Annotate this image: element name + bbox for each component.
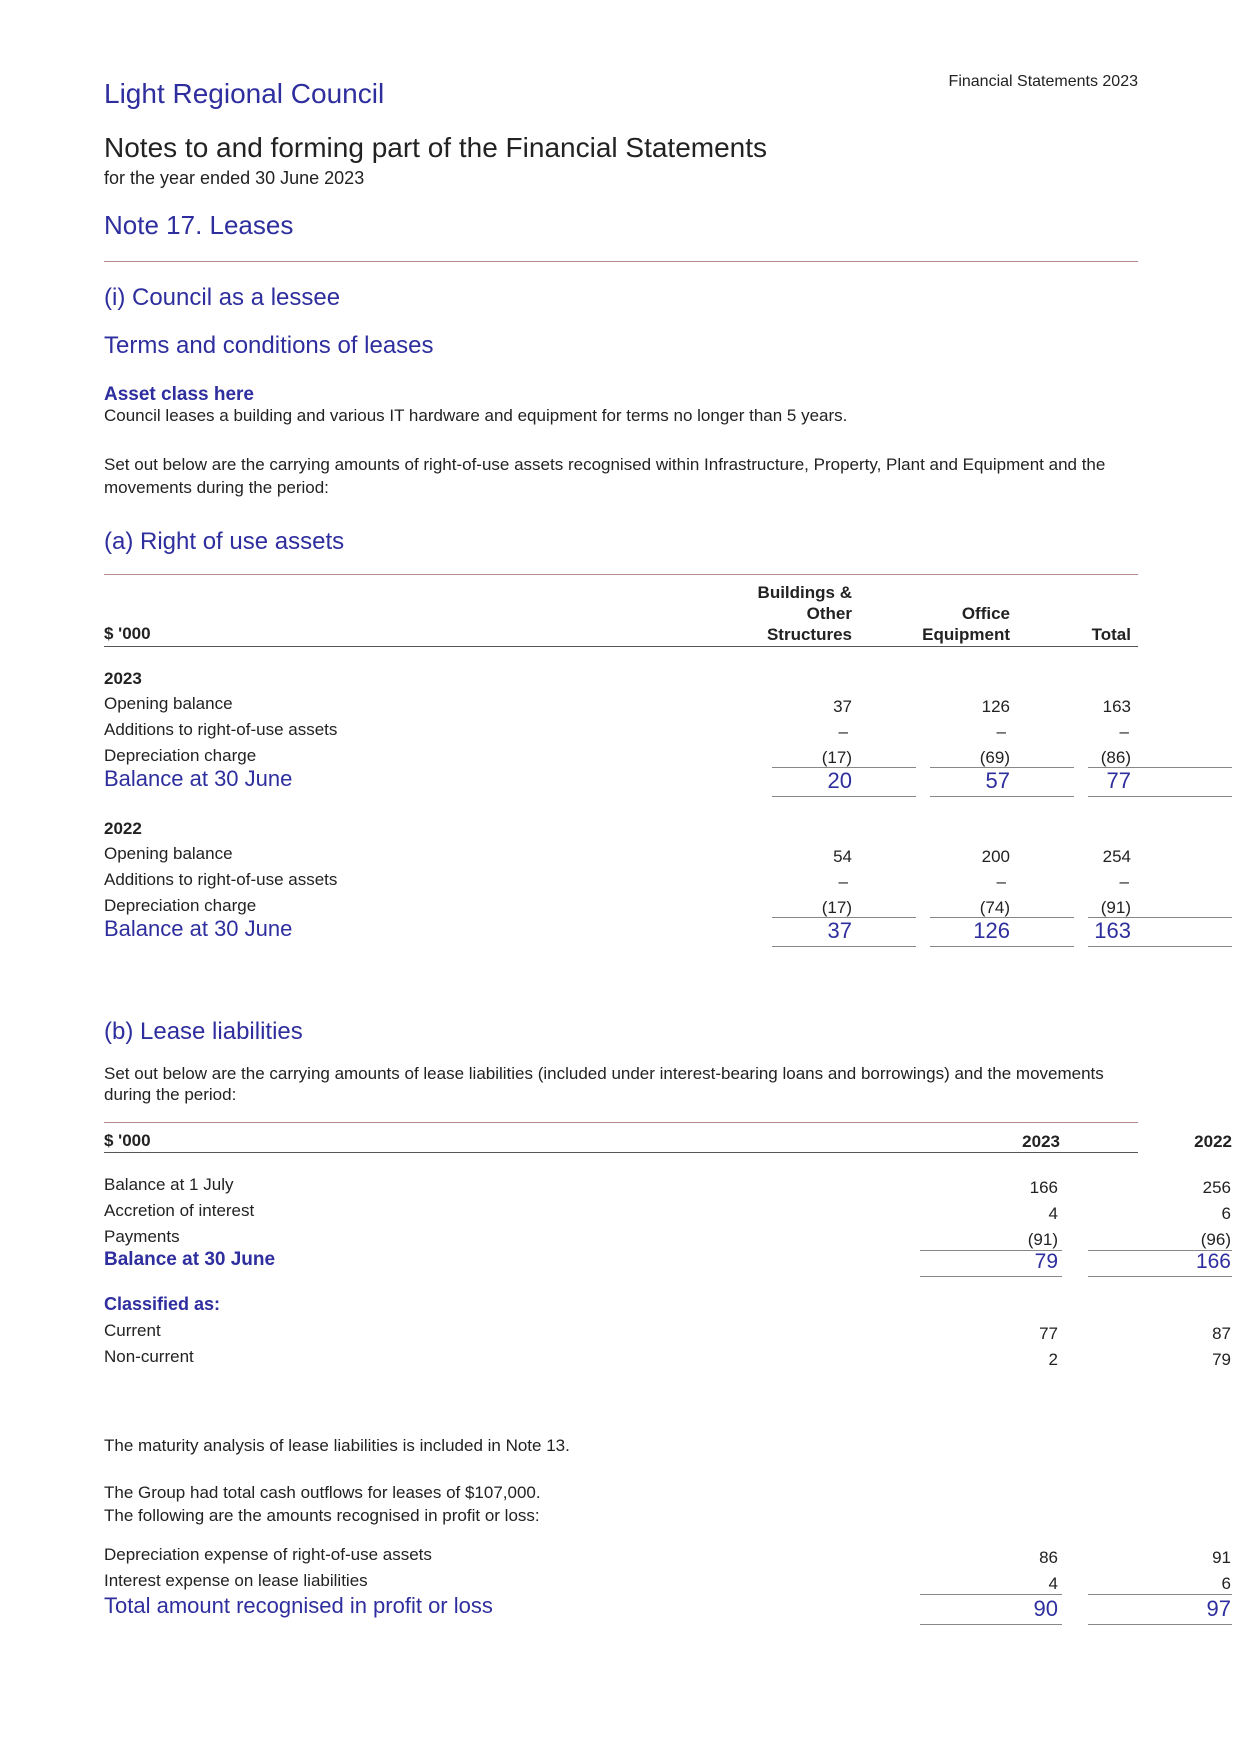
col-buildings-line2: Other bbox=[806, 604, 852, 623]
pl-cell-interest-2022: 6 bbox=[1221, 1574, 1231, 1593]
row-label-depreciation-2023: Depreciation charge bbox=[104, 746, 257, 765]
page-title: Notes to and forming part of the Financial Statements bbox=[104, 132, 768, 163]
cell-depreciation-total-2022: (91) bbox=[1100, 898, 1131, 917]
report-label: Financial Statements 2023 bbox=[948, 73, 1138, 90]
cell-opening-buildings-2022: 54 bbox=[833, 847, 852, 866]
cell-additions-buildings-2022: – bbox=[838, 872, 848, 891]
cell-depreciation-office-2022: (74) bbox=[979, 898, 1010, 917]
total-rule bbox=[920, 1276, 1062, 1277]
col-buildings-line1: Buildings & bbox=[757, 583, 852, 602]
col-header-office bbox=[844, 603, 1010, 645]
cell-additions-office-2023: – bbox=[996, 722, 1006, 741]
year-label-2022: 2022 bbox=[104, 819, 142, 838]
liab-row-label-current: Current bbox=[104, 1321, 161, 1340]
rou-header-rule bbox=[104, 646, 1138, 647]
asset-class-heading: Asset class here bbox=[104, 384, 254, 405]
cell-balance-total-2022: 163 bbox=[1094, 918, 1131, 943]
cell-opening-office-2022: 200 bbox=[981, 847, 1010, 866]
liab-cell-current-2023: 77 bbox=[1039, 1324, 1058, 1343]
cell-additions-total-2023: – bbox=[1119, 722, 1129, 741]
profit-loss-intro-text: The following are the amounts recognised in profit or loss: bbox=[104, 1506, 540, 1525]
cell-depreciation-buildings-2022: (17) bbox=[821, 898, 852, 917]
row-label-balance-2023: Balance at 30 June bbox=[104, 766, 293, 791]
pl-cell-interest-2023: 4 bbox=[1048, 1574, 1058, 1593]
liab-table-top-rule bbox=[104, 1122, 1138, 1123]
lessee-heading: (i) Council as a lessee bbox=[104, 284, 341, 311]
row-label-opening-2023: Opening balance bbox=[104, 694, 233, 713]
pl-cell-depreciation-2022: 91 bbox=[1212, 1548, 1231, 1567]
row-label-balance-2022: Balance at 30 June bbox=[104, 916, 293, 941]
pl-cell-depreciation-2023: 86 bbox=[1039, 1548, 1058, 1567]
maturity-text: The maturity analysis of lease liabilities is included in Note 13. bbox=[104, 1436, 570, 1455]
liab-cell-noncurrent-2023: 2 bbox=[1048, 1350, 1058, 1369]
liabilities-intro-text: Set out below are the carrying amounts of lease liabilities (included under interest-bearing loans and borrowings) and the movements during the period: bbox=[104, 1064, 1104, 1104]
row-label-additions-2023: Additions to right-of-use assets bbox=[104, 720, 338, 739]
cell-opening-office-2023: 126 bbox=[981, 697, 1010, 716]
col-header-total: Total bbox=[1091, 625, 1131, 644]
total-rule bbox=[772, 946, 916, 947]
header-divider bbox=[104, 261, 1138, 262]
liab-cell-accretion-2023: 4 bbox=[1048, 1204, 1058, 1223]
subtotal-rule bbox=[920, 1594, 1062, 1595]
year-label-2023: 2023 bbox=[104, 669, 142, 688]
cell-depreciation-total-2023: (86) bbox=[1100, 748, 1131, 767]
cell-opening-total-2022: 254 bbox=[1102, 847, 1131, 866]
liab-col-header-unit: $ '000 bbox=[104, 1131, 151, 1150]
cell-additions-office-2022: – bbox=[996, 872, 1006, 891]
liab-col-header-2023: 2023 bbox=[1022, 1132, 1060, 1151]
liab-cell-balance-2022: 166 bbox=[1195, 1250, 1231, 1273]
liab-header-rule bbox=[104, 1152, 1138, 1153]
pl-row-label-interest: Interest expense on lease liabilities bbox=[104, 1571, 368, 1590]
total-rule bbox=[772, 796, 916, 797]
liab-cell-opening-2023: 166 bbox=[1029, 1178, 1058, 1197]
total-rule bbox=[920, 1624, 1062, 1625]
total-rule bbox=[1088, 1276, 1232, 1277]
liab-col-header-2022: 2022 bbox=[1194, 1132, 1232, 1151]
liab-cell-opening-2022: 256 bbox=[1202, 1178, 1231, 1197]
cell-depreciation-office-2023: (69) bbox=[979, 748, 1010, 767]
cash-outflows-text: The Group had total cash outflows for leases of $107,000. bbox=[104, 1483, 541, 1502]
liab-row-label-balance: Balance at 30 June bbox=[104, 1249, 276, 1270]
pl-row-label-depreciation: Depreciation expense of right-of-use assets bbox=[104, 1545, 432, 1564]
total-rule bbox=[1088, 796, 1232, 797]
liab-cell-payments-2022: (96) bbox=[1200, 1230, 1231, 1249]
col-office-line1: Office bbox=[961, 604, 1010, 623]
rou-heading: (a) Right of use assets bbox=[104, 528, 345, 555]
cell-balance-buildings-2022: 37 bbox=[827, 918, 852, 943]
row-label-opening-2022: Opening balance bbox=[104, 844, 233, 863]
terms-heading: Terms and conditions of leases bbox=[104, 332, 434, 359]
total-rule bbox=[1088, 1624, 1232, 1625]
subtotal-rule bbox=[1088, 1594, 1232, 1595]
cell-balance-total-2023: 77 bbox=[1106, 768, 1131, 793]
classified-label: Classified as: bbox=[104, 1294, 221, 1314]
cell-balance-office-2022: 126 bbox=[973, 918, 1010, 943]
cell-additions-buildings-2023: – bbox=[838, 722, 848, 741]
col-header-unit: $ '000 bbox=[104, 624, 151, 643]
col-office-line2: Equipment bbox=[922, 625, 1010, 644]
liab-cell-noncurrent-2022: 79 bbox=[1212, 1350, 1231, 1369]
col-header-buildings bbox=[682, 582, 852, 645]
council-name: Light Regional Council bbox=[104, 78, 385, 109]
rou-intro-text: Set out below are the carrying amounts of right-of-use assets recognised within Infrastructure, Property, Plant and Equipment and the movements during the period: bbox=[104, 455, 1106, 497]
liab-cell-current-2022: 87 bbox=[1212, 1324, 1231, 1343]
liab-cell-payments-2023: (91) bbox=[1027, 1230, 1058, 1249]
cell-additions-total-2022: – bbox=[1119, 872, 1129, 891]
liab-row-label-payments: Payments bbox=[104, 1227, 180, 1246]
col-buildings-line3: Structures bbox=[766, 625, 852, 644]
pl-row-label-total: Total amount recognised in profit or loss bbox=[104, 1593, 493, 1618]
pl-cell-total-2023: 90 bbox=[1033, 1596, 1058, 1621]
total-rule bbox=[1088, 946, 1232, 947]
total-rule bbox=[930, 796, 1074, 797]
document-page bbox=[104, 0, 1232, 1755]
cell-depreciation-buildings-2023: (17) bbox=[821, 748, 852, 767]
rou-table-top-rule bbox=[104, 574, 1138, 575]
row-label-additions-2022: Additions to right-of-use assets bbox=[104, 870, 338, 889]
note-title: Note 17. Leases bbox=[104, 210, 294, 240]
cell-opening-buildings-2023: 37 bbox=[833, 697, 852, 716]
cell-balance-office-2023: 57 bbox=[985, 768, 1010, 793]
liab-row-label-opening: Balance at 1 July bbox=[104, 1175, 234, 1194]
pl-cell-total-2022: 97 bbox=[1206, 1596, 1231, 1621]
total-rule bbox=[930, 946, 1074, 947]
cell-balance-buildings-2023: 20 bbox=[827, 768, 852, 793]
liab-row-label-accretion: Accretion of interest bbox=[104, 1201, 255, 1220]
cell-opening-total-2023: 163 bbox=[1102, 697, 1131, 716]
row-label-depreciation-2022: Depreciation charge bbox=[104, 896, 257, 915]
liab-cell-accretion-2022: 6 bbox=[1221, 1204, 1231, 1223]
page-subtitle: for the year ended 30 June 2023 bbox=[104, 168, 365, 188]
liab-cell-balance-2023: 79 bbox=[1034, 1250, 1058, 1273]
terms-text: Council leases a building and various IT hardware and equipment for terms no longer than 5 years. bbox=[104, 406, 848, 425]
liabilities-heading: (b) Lease liabilities bbox=[104, 1018, 303, 1045]
liab-row-label-noncurrent: Non-current bbox=[104, 1347, 194, 1366]
